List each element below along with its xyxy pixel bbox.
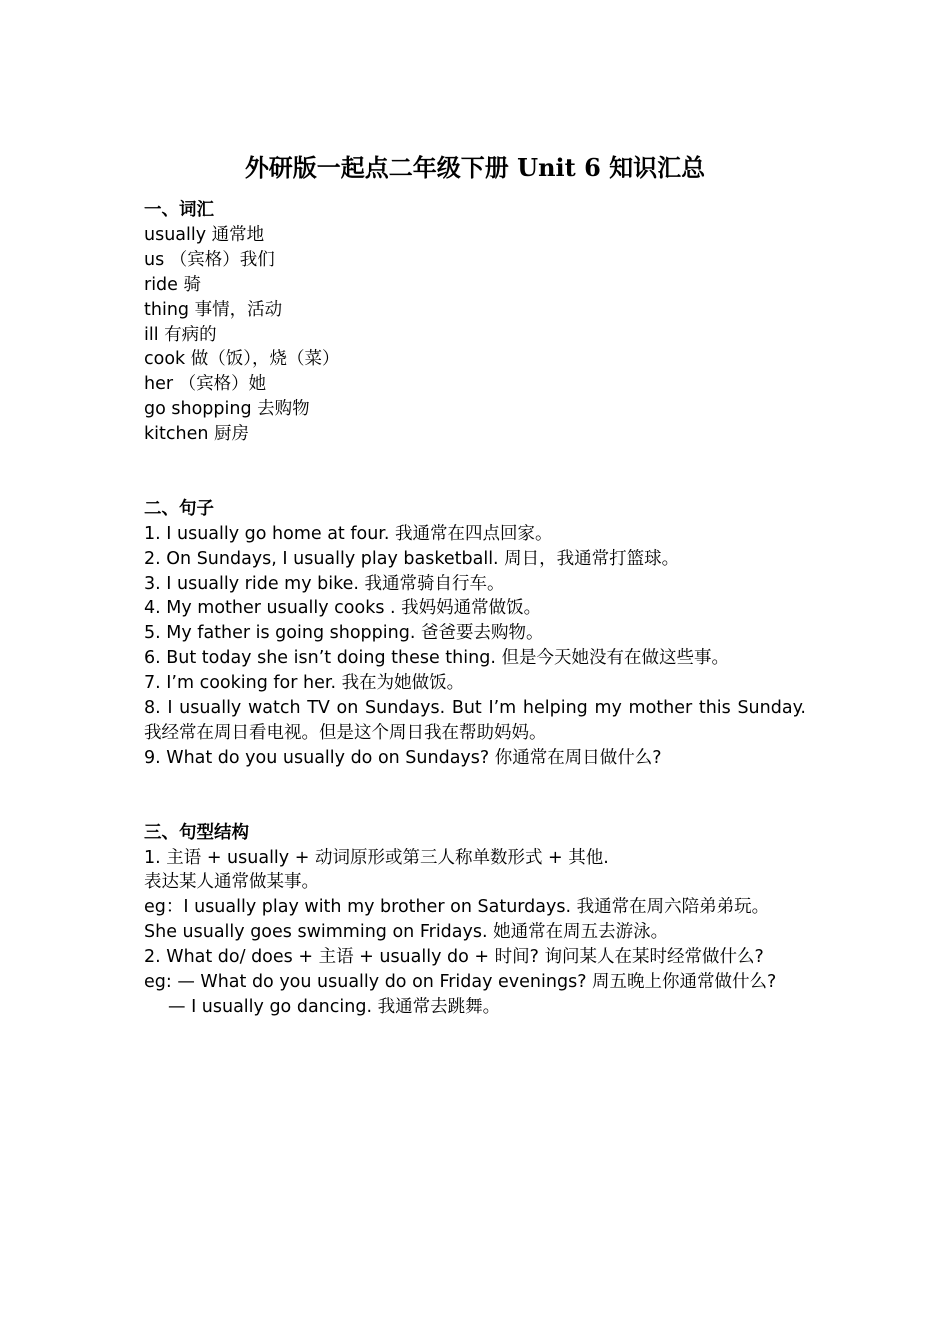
structure-line: 表达某人通常做某事。 xyxy=(144,872,319,893)
document-title: 外研版一起点二年级下册 Unit 6 知识汇总 xyxy=(244,153,706,182)
sentence-item: 8. I usually watch TV on Sundays. But I’m helping my mother this Sunday. 我经常在周日看电视。但是这个周日我在帮助妈妈。 xyxy=(144,698,806,744)
sentence-item: 1. I usually go home at four. 我通常在四点回家。 xyxy=(144,523,553,544)
structure-line: eg: — What do you usually do on Friday evenings? 周五晚上你通常做什么? xyxy=(144,972,777,993)
sentence-item: 2. On Sundays, I usually play basketball. 周日，我通常打篮球。 xyxy=(144,548,680,569)
structure-line: 2. What do/ does + 主语 + usually do + 时间? 询问某人在某时经常做什么? xyxy=(144,947,764,968)
vocabulary-section xyxy=(144,198,806,447)
sentences-section xyxy=(144,497,806,771)
vocabulary-item: go shopping 去购物 xyxy=(144,399,310,420)
sentence-item: 6. But today she isn’t doing these thing. 但是今天她没有在做这些事。 xyxy=(144,648,729,669)
vocabulary-item: kitchen 厨房 xyxy=(144,424,249,445)
vocabulary-item: usually 通常地 xyxy=(144,224,265,245)
vocabulary-item: ride 骑 xyxy=(144,274,201,295)
sentence-item: 7. I’m cooking for her. 我在为她做饭。 xyxy=(144,673,465,694)
document-body xyxy=(144,198,806,1020)
structures-section xyxy=(144,821,806,1020)
vocabulary-item: cook 做（饭），烧（菜） xyxy=(144,349,340,370)
structures-heading: 三、句型结构 xyxy=(144,822,249,843)
structure-line: eg：I usually play with my brother on Saturdays. 我通常在周六陪弟弟玩。 xyxy=(144,897,770,918)
vocabulary-item: us （宾格）我们 xyxy=(144,249,275,270)
sentence-item: 3. I usually ride my bike. 我通常骑自行车。 xyxy=(144,573,505,594)
structure-line: — I usually go dancing. 我通常去跳舞。 xyxy=(168,996,501,1017)
sentence-item: 9. What do you usually do on Sundays? 你通常在周日做什么? xyxy=(144,747,662,768)
vocabulary-item: ill 有病的 xyxy=(144,324,217,345)
sentences-heading: 二、句子 xyxy=(144,498,214,519)
sentence-item: 4. My mother usually cooks . 我妈妈通常做饭。 xyxy=(144,598,542,619)
vocabulary-item: her （宾格）她 xyxy=(144,374,267,395)
sentence-item: 5. My father is going shopping. 爸爸要去购物。 xyxy=(144,623,544,644)
vocabulary-heading: 一、词汇 xyxy=(144,200,214,220)
structure-line: 1. 主语 + usually + 动词原形或第三人称单数形式 + 其他. xyxy=(144,847,609,868)
vocabulary-item: thing 事情，活动 xyxy=(144,299,283,320)
structure-line: She usually goes swimming on Fridays. 她通常在周五去游泳。 xyxy=(144,922,669,943)
